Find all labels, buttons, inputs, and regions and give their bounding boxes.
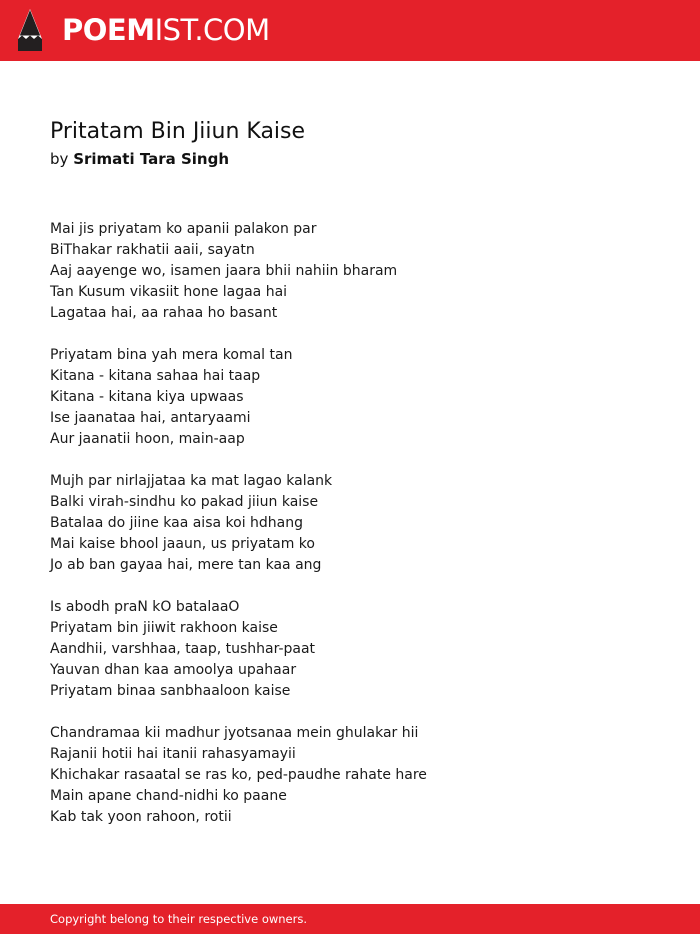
poem-line: Ise jaanataa hai, antaryaami (50, 410, 251, 426)
poem-line: Jo ab ban gayaa hai, mere tan kaa ang (50, 557, 322, 573)
poem-line: Batalaa do jiine kaa aisa koi hdhang (50, 515, 304, 531)
poem-line: Kitana - kitana kiya upwaas (50, 389, 244, 405)
poem-line: Aaj aayenge wo, isamen jaara bhii nahiin bharam (50, 263, 398, 279)
poem-line: Is abodh praN kO batalaaO (50, 599, 240, 615)
brand-bold: POEM (62, 13, 155, 47)
poem-line: Yauvan dhan kaa amoolya upahaar (50, 662, 297, 678)
brand-light: IST.COM (154, 13, 270, 47)
poem-body (50, 219, 650, 849)
poem-line: Priyatam bin jiiwit rakhoon kaise (50, 620, 278, 636)
poem-line: Balki virah-sindhu ko pakad jiiun kaise (50, 494, 319, 510)
poem-line: Aur jaanatii hoon, main-aap (50, 431, 245, 447)
poem-line: Lagataa hai, aa rahaa ho basant (50, 305, 278, 321)
poem-line: Kab tak yoon rahoon, rotii (50, 809, 232, 825)
poem-line: Aandhii, varshhaa, taap, tushhar-paat (50, 641, 316, 657)
poem-line: Chandramaa kii madhur jyotsanaa mein ghulakar hii (50, 725, 419, 741)
by-label: by (50, 150, 69, 168)
poem-line: Khichakar rasaatal se ras ko, ped-paudhe rahate hare (50, 767, 427, 783)
poem-stanza (50, 219, 650, 324)
poem-line: Mujh par nirlajjataa ka mat lagao kalank (50, 473, 333, 489)
poem-title: Pritatam Bin Jiiun Kaise (50, 119, 306, 144)
pencil-icon[interactable] (18, 9, 42, 51)
poem-line: Kitana - kitana sahaa hai taap (50, 368, 261, 384)
poem-line: Mai jis priyatam ko apanii palakon par (50, 221, 317, 237)
site-header (0, 0, 700, 61)
poem-line: Priyatam binaa sanbhaaloon kaise (50, 683, 291, 699)
poem-line: Main apane chand-nidhi ko paane (50, 788, 287, 804)
poem-line: BiThakar rakhatii aaii, sayatn (50, 242, 255, 258)
poem-stanza (50, 471, 650, 576)
poem-stanza (50, 597, 650, 702)
poem-line: Mai kaise bhool jaaun, us priyatam ko (50, 536, 315, 552)
poem-byline (50, 149, 229, 169)
copyright-notice: Copyright belong to their respective owners. (50, 912, 308, 926)
poem-stanza (50, 723, 650, 828)
site-footer (0, 904, 700, 934)
poem-line: Priyatam bina yah mera komal tan (50, 347, 293, 363)
poem-line: Rajanii hotii hai itanii rahasyamayii (50, 746, 296, 762)
poem-stanza (50, 345, 650, 450)
site-logo-text[interactable] (62, 11, 270, 49)
author-name: Srimati Tara Singh (73, 150, 230, 168)
poem-line: Tan Kusum vikasiit hone lagaa hai (50, 284, 288, 300)
